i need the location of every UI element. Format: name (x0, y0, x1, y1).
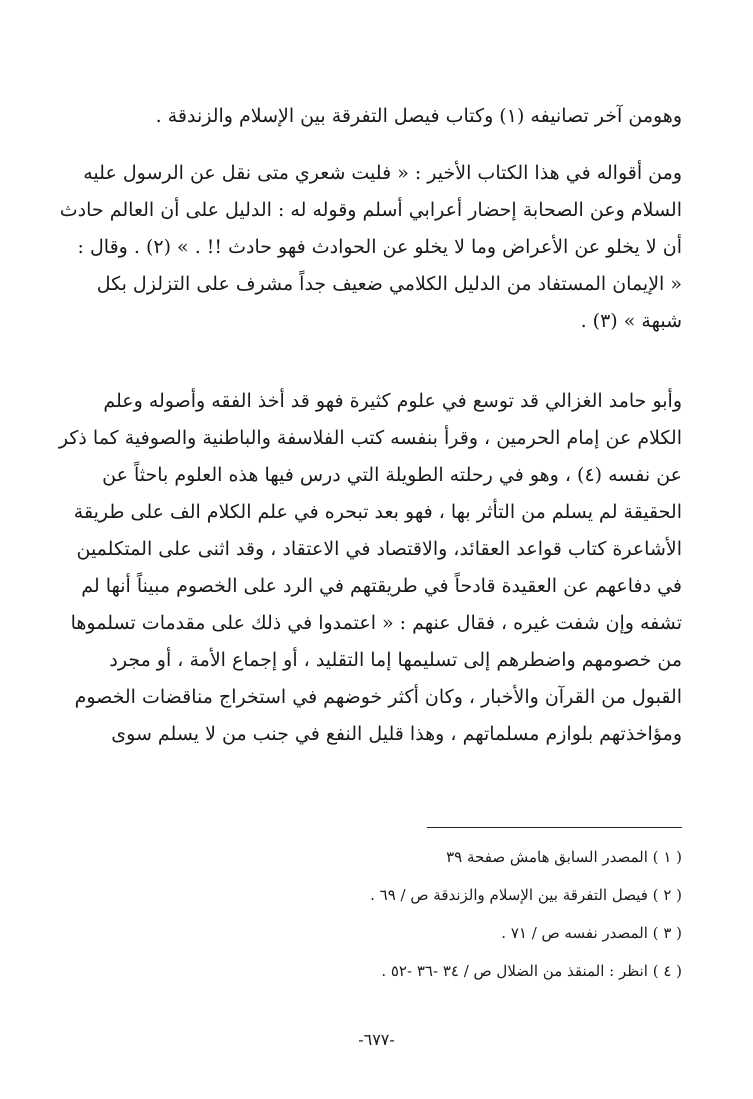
footnotes (92, 838, 682, 990)
text-line: القبول من القرآن والأخبار ، وكان أكثر خوضهم في استخراج مناقضات الخصوم (74, 686, 682, 708)
text-line: في دفاعهم عن العقيدة قادحاً في طريقتهم في الرد على الخصوم مبيناً أنها لم (81, 575, 682, 597)
text-line: عن نفسه (٤) ، وهو في رحلته الطويلة التي درس فيها هذه العلوم باحثاً عن (102, 464, 682, 486)
text-line: ومن أقواله في هذا الكتاب الأخير : « فليت شعري متى نقل عن الرسول عليه (83, 162, 682, 184)
text-line: السلام وعن الصحابة إحضار أعرابي أسلم وقوله له : الدليل على أن العالم حادث (59, 199, 682, 221)
footnote-3: ( ٣ ) المصدر نفسه ص / ٧١ . (501, 924, 682, 942)
footnote-4: ( ٤ ) انظر : المنقذ من الضلال ص / ٣٤ -٣٦ -٥٢ . (381, 962, 682, 980)
footnote-separator (427, 827, 682, 828)
text-line: الكلام عن إمام الحرمين ، وقرأ بنفسه كتب الفلاسفة والباطنية والصوفية كما ذكر (58, 427, 682, 449)
text-line: ومؤاخذتهم بلوازم مسلماتهم ، وهذا قليل النفع في جنب من لا يسلم سوى (111, 723, 682, 745)
text-line: شبهة » (٣) . (580, 310, 682, 332)
footnote-2: ( ٢ ) فيصل التفرقة بين الإسلام والزندقة ص / ٦٩ . (370, 886, 682, 904)
footnote-1: ( ١ ) المصدر السابق هامش صفحة ٣٩ (446, 848, 682, 866)
paragraph-3 (58, 383, 682, 753)
text-line: وهومن آخر تصانيفه (١) وكتاب فيصل التفرقة بين الإسلام والزندقة . (155, 105, 682, 127)
paragraph-2 (59, 155, 682, 340)
text-line: الحقيقة لم يسلم من التأثر بها ، فهو بعد تبحره في علم الكلام الف على طريقة (73, 501, 682, 523)
text-line: « الإيمان المستفاد من الدليل الكلامي ضعيف جداً مشرف على التزلزل بكل (96, 273, 682, 295)
paragraph-1 (92, 98, 682, 135)
text-line: أن لا يخلو عن الأعراض وما لا يخلو عن الحوادث فهو حادث !! . » (٢) . وقال : (77, 236, 682, 258)
text-line: تشفه وإن شفت غيره ، فقال عنهم : « اعتمدوا في ذلك على مقدمات تسلموها (70, 612, 682, 634)
text-line: الأشاعرة كتاب قواعد العقائد، والاقتصاد في الاعتقاد ، وقد اثنى على المتكلمين (76, 538, 682, 560)
text-line: من خصومهم واضطرهم إلى تسليمها إما التقليد ، أو إجماع الأمة ، أو مجرد (109, 649, 682, 671)
page-number: -٦٧٧- (358, 1030, 395, 1049)
text-line: وأبو حامد الغزالي قد توسع في علوم كثيرة فهو قد أخذ الفقه وأصوله وعلم (103, 390, 682, 412)
